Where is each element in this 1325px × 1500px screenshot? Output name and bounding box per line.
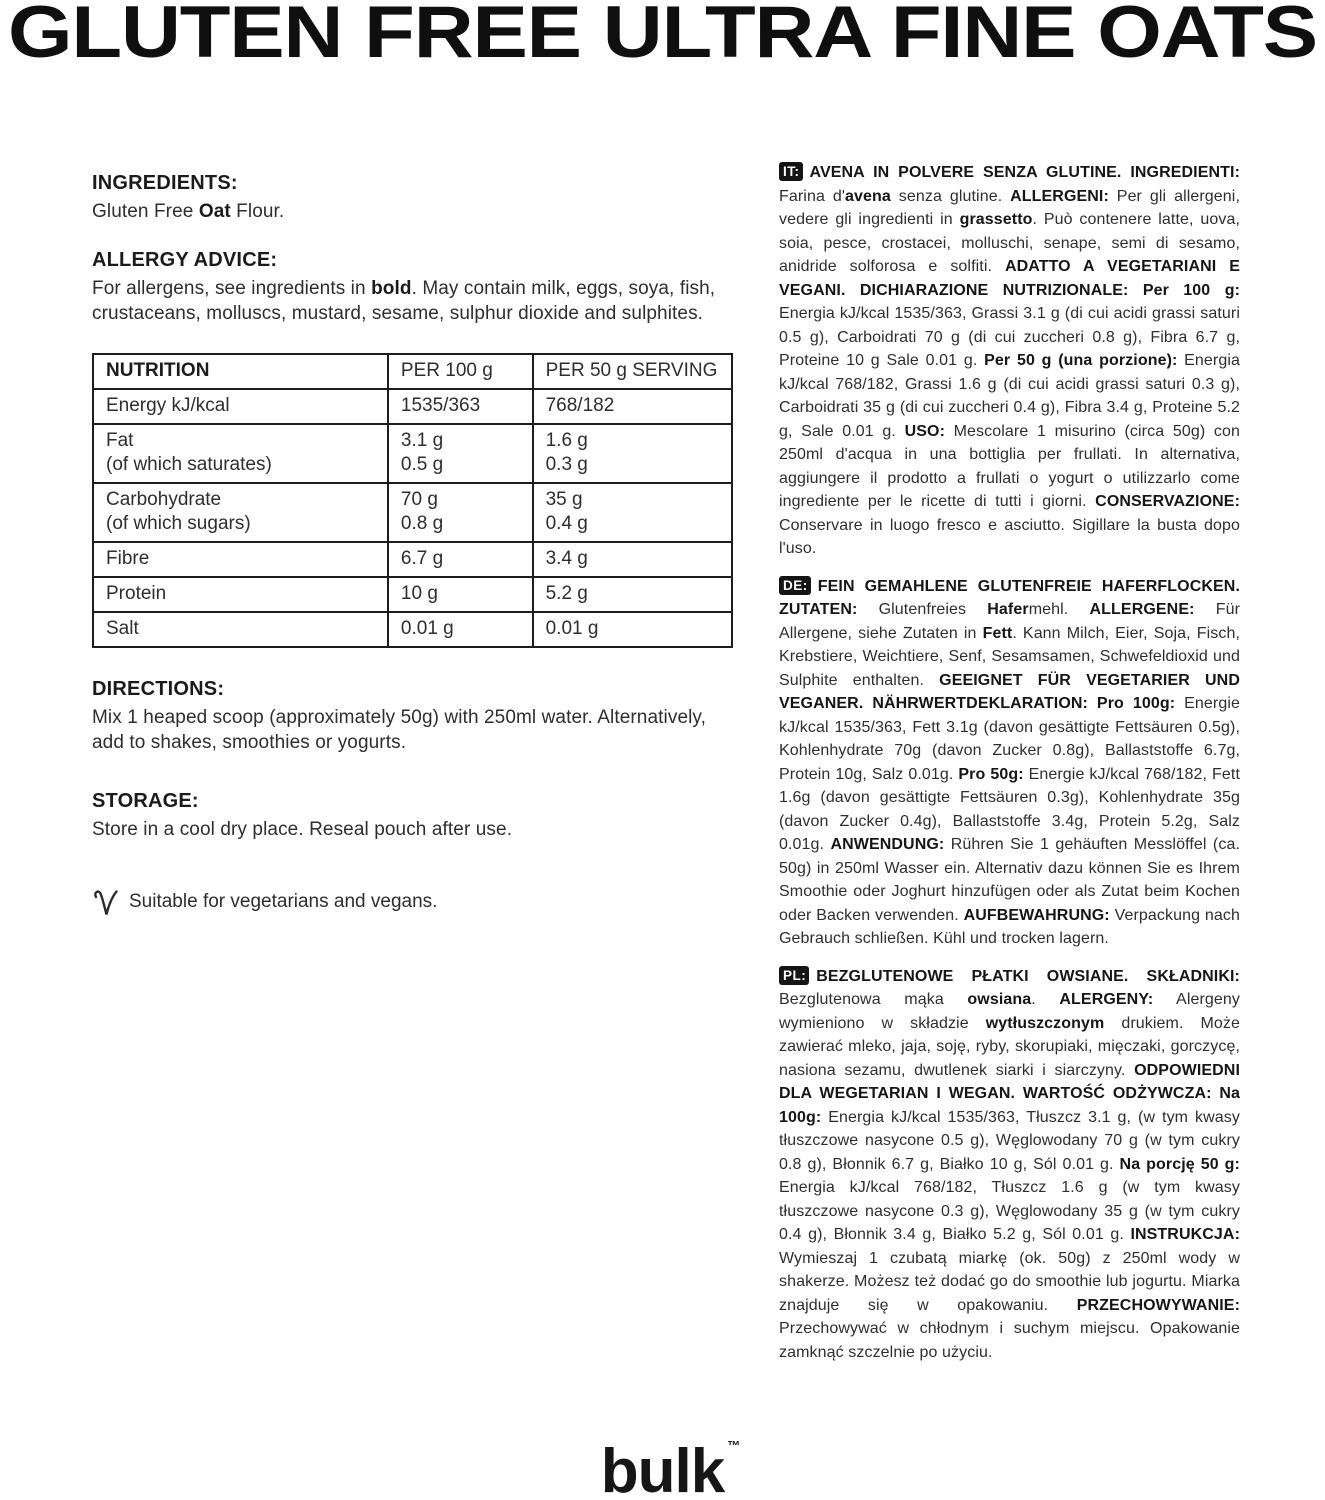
text: Mescolare 1 misurino (circa 50g) con 250ml d'acqua in una bottiglia per frullati. In alternativa, aggiungere il prodotto a frullati o yogurt o utilizzarlo come ingrediente per le ricette di tutti i giorni. (779, 422, 1240, 510)
text: . (1031, 991, 1060, 1008)
vegetarian-note-row (92, 888, 733, 917)
table-row (93, 612, 732, 647)
text: Energia kJ/kcal 1535/363, Tłuszcz 3.1 g, (w tym kwasy tłuszczowe nasycone 0.5 g), Węglowodany 70 g (w tym cukry 0.8 g), Błonnik 6.7 g, Białko 10 g, Sól 0.01 g. (779, 1108, 1240, 1173)
bold-text: Hafer (987, 601, 1029, 618)
text: Energia kJ/kcal 768/182, Tłuszcz 1.6 g (w tym kwasy tłuszczowe nasycone 0.3 g), Węglowodany 35 g (w tym cukry 0.4 g), Błonnik 3.4 g, Białko 5.2 g, Sól 0.01 g. (779, 1179, 1240, 1243)
bold-text: ALLERGENE: (1089, 601, 1195, 618)
directions-body: Mix 1 heaped scoop (approximately 50g) with 250ml water. Alternatively, add to shakes, smoothies or yogurts. (92, 706, 706, 753)
per-50g-cell: 3.4 g (533, 542, 732, 577)
text: Für Allergene, siehe Zutaten in (779, 601, 1241, 642)
bold-text: grassetto (959, 211, 1033, 228)
storage-body: Store in a cool dry place. Reseal pouch after use. (92, 818, 513, 840)
text: Verpackung nach Gebrauch schließen. Kühl und trocken lagern. (779, 906, 1240, 947)
nutrient-name-cell: Energy kJ/kcal (93, 389, 388, 424)
per-50g-cell: 5.2 g (533, 577, 732, 612)
text: Energia kJ/kcal 1535/363, Grassi 3.1 g (di cui acidi grassi saturi 0.5 g), Carboidrati 70 g (di cui zuccheri 0.8 g), Fibra 6.7 g, Proteine 10 g Sale 0.01 g. (779, 305, 1240, 369)
text: senza glutine. (890, 187, 1011, 205)
table-row (93, 542, 732, 577)
text: Rühren Sie 1 gehäuften Messlöffel (ca. 50g) in 250ml Wasser ein. Alternativ dazu können Sie es Ihrem Smoothie oder Joghurt hinzufügen oder als Zutat beim Kochen oder Backen verwenden. (779, 836, 1240, 924)
directions-heading: DIRECTIONS: (92, 677, 225, 700)
text: Flour. (230, 201, 285, 222)
text: Per gli allergeni, vedere gli ingredienti in (779, 187, 1240, 228)
text: . Può contenere latte, uova, soia, pesce, crostacei, molluschi, senape, semi di sesamo, anidride solforosa e solfiti. (779, 211, 1240, 275)
table-row (93, 483, 732, 542)
lang-tag-it: IT: (779, 162, 803, 181)
storage-heading: STORAGE: (92, 789, 199, 812)
nutrient-name-cell: Salt (93, 612, 388, 647)
bold-text: Oat (198, 201, 231, 222)
lang-tag-pl: PL: (779, 966, 809, 985)
lang-section-de (779, 575, 1240, 951)
nutrition-table-head (93, 354, 732, 389)
bold-text: Per 50 g (una porzione): (984, 352, 1178, 369)
bold-text: FEIN GEMAHLENE GLUTENFREIE HAFERFLOCKEN. ZUTATEN: (779, 577, 1240, 618)
bold-text: PRZECHOWYWANIE: (1076, 1296, 1240, 1314)
text: Energie kJ/kcal 768/182, Fett 1.6g (davon gesättigte Fettsäuren 0.3g), Kohlenhydrate 35g (davon Zucker 0.4g), Ballaststoffe 3.4g, Protein 5.2g, Salz 0.01g. (779, 765, 1240, 853)
bold-text: ADATTO A VEGETARIANI E VEGANI. DICHIARAZIONE NUTRIZIONALE: Per 100 g: (779, 258, 1240, 299)
text: drukiem. Może zawierać mleko, jaja, soję, ryby, skorupiaki, mięczaki, gorczycę, nasiona sezamu, dwutlenek siarki i siarczyny. (779, 1014, 1240, 1079)
text: . May contain milk, eggs, soya, fish, crustaceans, molluscs, mustard, sesame, sulphur dioxide and sulphites. (92, 277, 716, 324)
text: For allergens, see ingredients in (92, 277, 372, 299)
lang-tag-de: DE: (779, 576, 811, 595)
per-100g-cell: 0.01 g (388, 612, 533, 647)
nutrient-name-cell: Fat (of which saturates) (93, 424, 388, 483)
bold-text: AVENA IN POLVERE SENZA GLUTINE. INGREDIENTI: (809, 164, 1240, 181)
text: Energia kJ/kcal 768/182, Grassi 1.6 g (di cui acidi grassi saturi 0.3 g), Carboidrati 35 g (di cui zuccheri 0.4 g), Fibra 3.4 g, Proteine 5.2 g, Sale 0.01 g. (779, 352, 1240, 440)
bold-text: GEEIGNET FÜR VEGETARIER UND VEGANER. NÄHRWERTDEKLARATION: Pro 100g: (779, 671, 1240, 712)
per-50g-cell: 0.01 g (533, 612, 732, 647)
text: Farina d' (779, 187, 845, 205)
text: Energie kJ/kcal 1535/363, Fett 3.1g (davon gesättigte Fettsäuren 0.5g), Kohlenhydrate 70g (davon Zucker 0.8g), Ballaststoffe 6.7g, Protein 10g, Salz 0.01g. (779, 695, 1240, 783)
text: Gluten Free (92, 201, 199, 222)
bold-text: avena (845, 187, 891, 205)
text: Alergeny wymieniono w składzie (779, 991, 1240, 1032)
table-row (93, 424, 732, 483)
table-row (93, 577, 732, 612)
ingredients-body (92, 199, 733, 225)
product-title-text: GLUTEN FREE ULTRA FINE OATS (8, 2, 1317, 68)
text: mehl. (1028, 601, 1090, 618)
english-panel (92, 172, 733, 917)
nutrition-header: NUTRITION (93, 354, 388, 389)
bold-text: Na porcję 50 g: (1119, 1155, 1240, 1173)
table-header-row (93, 354, 732, 389)
lang-section-it (779, 161, 1240, 561)
bold-text: ANWENDUNG: (830, 836, 945, 853)
per-100g-header: PER 100 g (388, 354, 533, 389)
bold-text: AUFBEWAHRUNG: (963, 906, 1110, 924)
multilingual-column (779, 161, 1240, 1378)
lang-section-pl (779, 965, 1240, 1365)
bold-text: ALLERGENI: (1010, 187, 1109, 205)
bold-text: INSTRUKCJA: (1130, 1226, 1240, 1243)
per-100g-cell: 6.7 g (388, 542, 533, 577)
bold-text: bold (371, 277, 412, 299)
vegetarian-note: Suitable for vegetarians and vegans. (129, 891, 438, 912)
per-50g-cell: 1.6 g 0.3 g (533, 424, 732, 483)
per-100g-cell: 10 g (388, 577, 533, 612)
per-100g-cell: 1535/363 (388, 389, 533, 424)
nutrient-name-cell: Carbohydrate (of which sugars) (93, 483, 388, 542)
bold-text: CONSERVAZIONE: (1095, 493, 1240, 510)
bulk-logo-text: bulk (600, 1437, 725, 1500)
nutrition-table-body (93, 389, 732, 647)
nutrient-name-cell: Fibre (93, 542, 388, 577)
bold-text: Pro 50g: (958, 765, 1024, 783)
product-title (8, 2, 1317, 68)
bold-text: ODPOWIEDNI DLA WEGETARIAN I WEGAN. WARTOŚĆ ODŻYWCZA: Na 100g: (779, 1061, 1240, 1126)
product-title-svg (8, 2, 1317, 68)
bold-text: ALERGENY: (1059, 991, 1154, 1008)
per-50g-cell: 768/182 (533, 389, 732, 424)
per-100g-cell: 70 g 0.8 g (388, 483, 533, 542)
per-50g-header: PER 50 g SERVING (533, 354, 732, 389)
bold-text: wytłuszczonym (985, 1014, 1105, 1032)
trademark-symbol: ™ (727, 1438, 741, 1453)
text: Wymieszaj 1 czubatą miarkę (ok. 50g) z 250ml wody w shakerze. Możesz też dodać go do smoothie lub jogurtu. Miarka znajduje się w opakowaniu. (779, 1249, 1240, 1314)
bold-text: Fett (982, 624, 1013, 642)
text: Przechowywać w chłodnym i suchym miejscu. Opakowanie zamknąć szczelnie po użyciu. (779, 1320, 1240, 1361)
text: Glutenfreies (857, 601, 988, 618)
bulk-logo (600, 1436, 741, 1500)
text: Bezglutenowa mąka (779, 991, 968, 1008)
allergy-body (92, 276, 733, 327)
nutrient-name-cell: Protein (93, 577, 388, 612)
vegetarian-v-icon (92, 888, 119, 917)
bold-text: USO: (904, 422, 945, 440)
bold-text: BEZGLUTENOWE PŁATKI OWSIANE. SKŁADNIKI: (816, 967, 1240, 985)
text: Conservare in luogo fresco e asciutto. Sigillare la busta dopo l'uso. (779, 516, 1240, 557)
ingredients-heading: INGREDIENTS: (92, 172, 238, 194)
text: . Kann Milch, Eier, Soja, Fisch, Krebstiere, Weichtiere, Senf, Sesamsamen, Schwefeldioxid und Sulphite enthalten. (779, 624, 1240, 689)
bold-text: owsiana (967, 991, 1032, 1008)
per-100g-cell: 3.1 g 0.5 g (388, 424, 533, 483)
footer (0, 1436, 1325, 1500)
allergy-heading: ALLERGY ADVICE: (92, 248, 278, 271)
table-row (93, 389, 732, 424)
per-50g-cell: 35 g 0.4 g (533, 483, 732, 542)
nutrition-table (92, 353, 733, 648)
